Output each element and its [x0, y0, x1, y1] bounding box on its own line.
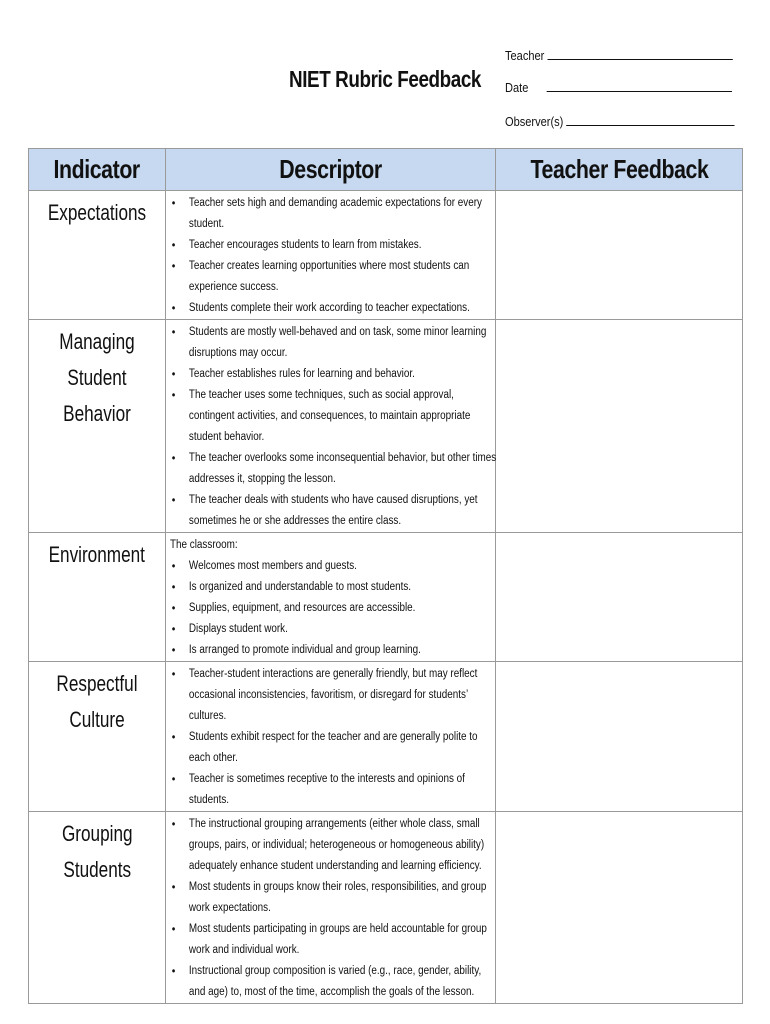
descriptor-item: • Teacher encourages students to learn from mistakes.	[189, 235, 497, 256]
observer-label: Observer(s)	[505, 114, 564, 129]
indicator-cell	[29, 320, 166, 533]
header-indicator: Indicator	[29, 149, 166, 191]
teacher-field[interactable]	[505, 47, 733, 63]
descriptor-item: • Teacher sets high and demanding academic expectations for every student.	[189, 193, 497, 235]
date-label: Date	[505, 80, 529, 95]
date-field[interactable]	[505, 79, 732, 95]
page-title: NIET Rubric Feedback	[289, 66, 481, 92]
observer-line[interactable]	[566, 113, 734, 126]
descriptor-cell	[166, 320, 496, 533]
indicator-label: Environment	[48, 542, 146, 567]
descriptor-list	[170, 322, 497, 532]
observer-field[interactable]	[505, 113, 735, 129]
table-row	[29, 812, 743, 1004]
descriptor-cell	[166, 191, 496, 320]
descriptor-item: • Supplies, equipment, and resources are accessible.	[189, 598, 497, 619]
table-header-row	[29, 149, 743, 191]
descriptor-cell	[166, 533, 496, 662]
descriptor-item: • The instructional grouping arrangements (either whole class, small groups, pairs, or individual; heterogeneous or homogeneous ability) adequately enhance student understanding and learning efficiency.	[189, 814, 497, 877]
descriptor-intro: The classroom:	[170, 539, 238, 551]
table-row	[29, 662, 743, 812]
descriptor-item: • Teacher creates learning opportunities where most students can experience success.	[189, 256, 497, 298]
descriptor-list	[170, 193, 497, 319]
indicator-label: Respectful Culture	[56, 671, 138, 732]
descriptor-item: • Teacher-student interactions are generally friendly, but may reflect occasional inconsistencies, favoritism, or disregard for students’ cultures.	[189, 664, 497, 727]
header-teacher-feedback: Teacher Feedback	[496, 149, 743, 191]
indicator-cell	[29, 812, 166, 1004]
descriptor-item: • The teacher uses some techniques, such as social approval, contingent activities, and consequences, to maintain appropriate student behavior.	[189, 385, 497, 448]
indicator-label: Managing Student Behavior	[59, 329, 135, 426]
table-row	[29, 533, 743, 662]
descriptor-cell	[166, 812, 496, 1004]
header-descriptor: Descriptor	[166, 149, 496, 191]
teacher-feedback-cell[interactable]	[496, 320, 743, 533]
descriptor-item: • Most students in groups know their roles, responsibilities, and group work expectations.	[189, 877, 497, 919]
descriptor-item: • Is arranged to promote individual and group learning.	[189, 640, 497, 661]
teacher-feedback-cell[interactable]	[496, 662, 743, 812]
indicator-label: Grouping Students	[61, 821, 133, 882]
teacher-label: Teacher	[505, 48, 545, 63]
indicator-cell	[29, 533, 166, 662]
descriptor-list	[170, 664, 497, 811]
teacher-line[interactable]	[547, 47, 732, 60]
descriptor-item: • Most students participating in groups are held accountable for group work and individual work.	[189, 919, 497, 961]
indicator-cell	[29, 662, 166, 812]
descriptor-item: • The teacher overlooks some inconsequential behavior, but other times addresses it, stopping the lesson.	[189, 448, 497, 490]
descriptor-list	[170, 556, 497, 661]
table-row	[29, 191, 743, 320]
rubric-table	[28, 148, 743, 1004]
descriptor-item: • Students complete their work according to teacher expectations.	[189, 298, 497, 319]
date-line[interactable]	[547, 79, 732, 92]
descriptor-list	[170, 814, 497, 1003]
descriptor-cell	[166, 662, 496, 812]
indicator-cell	[29, 191, 166, 320]
descriptor-item: • Students exhibit respect for the teacher and are generally polite to each other.	[189, 727, 497, 769]
descriptor-item: • Welcomes most members and guests.	[189, 556, 497, 577]
descriptor-item: • Teacher is sometimes receptive to the interests and opinions of students.	[189, 769, 497, 811]
descriptor-item: • Displays student work.	[189, 619, 497, 640]
teacher-feedback-cell[interactable]	[496, 191, 743, 320]
descriptor-item: • Instructional group composition is varied (e.g., race, gender, ability, and age) to, most of the time, accomplish the goals of the lesson.	[189, 961, 497, 1003]
descriptor-item: • Is organized and understandable to most students.	[189, 577, 497, 598]
descriptor-item: • Teacher establishes rules for learning and behavior.	[189, 364, 497, 385]
teacher-feedback-cell[interactable]	[496, 533, 743, 662]
descriptor-item: • The teacher deals with students who have caused disruptions, yet sometimes he or she addresses the entire class.	[189, 490, 497, 532]
indicator-label: Expectations	[47, 200, 147, 225]
descriptor-item: • Students are mostly well-behaved and on task, some minor learning disruptions may occur.	[189, 322, 497, 364]
teacher-feedback-cell[interactable]	[496, 812, 743, 1004]
table-row	[29, 320, 743, 533]
